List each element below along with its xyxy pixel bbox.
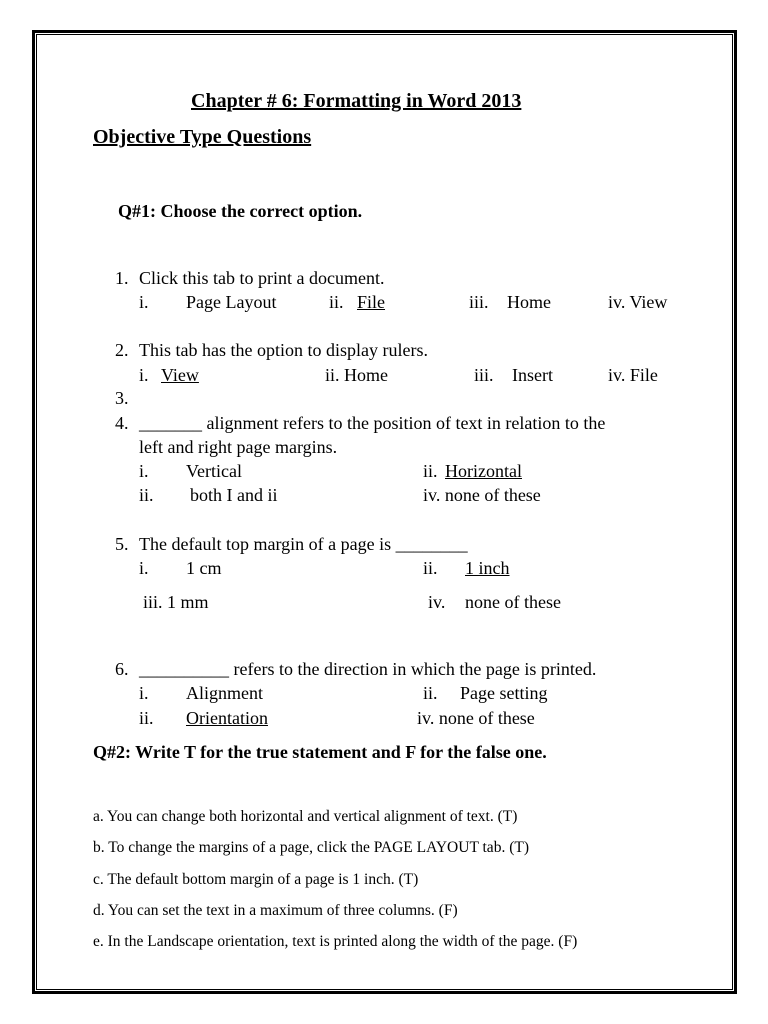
option-text: 1 cm [186, 558, 222, 578]
option-marker: i. [139, 365, 149, 385]
question-text: Click this tab to print a document. [139, 268, 385, 288]
option-text: iv. View [608, 292, 668, 312]
option-text: iv. none of these [423, 485, 541, 505]
option-text: iii. 1 mm [143, 592, 209, 612]
question-number: 6. [115, 659, 129, 679]
true-false-statement: a. You can change both horizontal and vertical alignment of text. (T) [93, 808, 518, 825]
option-marker: i. [139, 683, 149, 703]
option-text: none of these [465, 592, 561, 612]
chapter-title: Chapter # 6: Formatting in Word 2013 [191, 90, 522, 112]
option-text: Alignment [186, 683, 263, 703]
question-number: 4. [115, 413, 129, 433]
option-text: Insert [512, 365, 553, 385]
option-text-answer: View [161, 365, 199, 385]
option-marker: ii. [329, 292, 344, 312]
option-text-answer: Orientation [186, 708, 268, 728]
option-text: Page Layout [186, 292, 277, 312]
question-text: __________ refers to the direction in which the page is printed. [139, 659, 597, 679]
option-marker: ii. [139, 708, 154, 728]
question-text: _______ alignment refers to the position of text in relation to the [139, 413, 606, 433]
option-text: both I and ii [190, 485, 278, 505]
true-false-statement: d. You can set the text in a maximum of three columns. (F) [93, 902, 458, 919]
question-number: 2. [115, 340, 129, 360]
option-marker: iv. [428, 592, 446, 612]
option-marker: ii. [139, 485, 154, 505]
true-false-statement: c. The default bottom margin of a page is 1 inch. (T) [93, 871, 419, 888]
question-number: 3. [115, 388, 129, 408]
option-marker: i. [139, 558, 149, 578]
option-text-answer: Horizontal [445, 461, 522, 481]
option-marker: iii. [474, 365, 494, 385]
question-text: left and right page margins. [139, 437, 338, 457]
option-text: ii. Home [325, 365, 388, 385]
option-marker: iii. [469, 292, 489, 312]
option-marker: ii. [423, 683, 438, 703]
option-marker: i. [139, 461, 149, 481]
option-marker: ii. [423, 461, 438, 481]
option-marker: i. [139, 292, 149, 312]
option-text: Home [507, 292, 551, 312]
question-text: The default top margin of a page is ________ [139, 534, 468, 554]
section-title: Objective Type Questions [93, 126, 312, 148]
option-text-answer: 1 inch [465, 558, 510, 578]
option-text: iv. none of these [417, 708, 535, 728]
question-number: 1. [115, 268, 129, 288]
true-false-statement: e. In the Landscape orientation, text is printed along the width of the page. (F) [93, 933, 578, 950]
option-marker: ii. [423, 558, 438, 578]
q2-heading: Q#2: Write T for the true statement and F for the false one. [93, 742, 547, 762]
question-text: This tab has the option to display rulers. [139, 340, 428, 360]
option-text: iv. File [608, 365, 658, 385]
true-false-statement: b. To change the margins of a page, click the PAGE LAYOUT tab. (T) [93, 839, 529, 856]
question-number: 5. [115, 534, 129, 554]
option-text: Vertical [186, 461, 242, 481]
option-text-answer: File [357, 292, 386, 312]
option-text: Page setting [460, 683, 548, 703]
q1-heading: Q#1: Choose the correct option. [118, 201, 363, 221]
